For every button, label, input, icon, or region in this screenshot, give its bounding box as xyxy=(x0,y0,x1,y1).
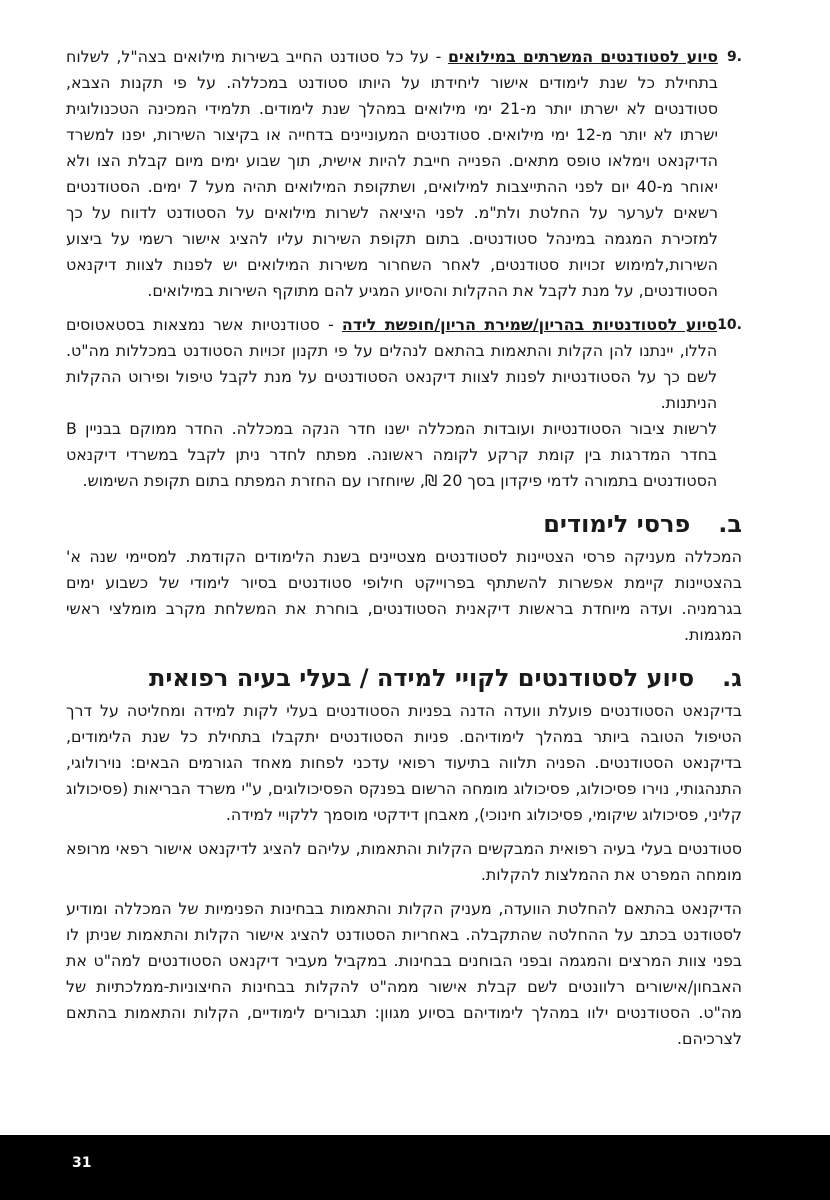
list-item-9 xyxy=(66,44,742,304)
section-paragraph: סטודנטים בעלי בעיה רפואית המבקשים הקלות והתאמות, עליהם להציג לדיקנאט אישור רפאי מרופא מומחה המפרט את ההמלצות להקלות. xyxy=(66,839,742,884)
item-number: 9. xyxy=(726,49,742,65)
section-heading-learning-disabilities xyxy=(66,662,742,694)
page-number: 31 xyxy=(72,1155,92,1171)
section-letter: ב. xyxy=(718,510,742,538)
page-content xyxy=(66,44,742,1060)
item-text: - על כל סטודנט החייב בשירות מילואים בצה"ל, לשלוח בתחילת כל שנת לימודים אישור ליחידתו על היותו סטודנט במכללה. על פי תקנות הצבא, סטודנטים לא ישרתו יותר מ-21 ימי מילואים במהלך שנת לימודים. תלמידי המכינה הטכנולוגית ישרתו לא יותר מ-12 ימי מילואים. סטודנטים המעוניינים בדחייה או בקיצור השירות, יפנו למשרד הדיקנאט וימלאו טופס מתאים. הפנייה חייבת להיות אישית, תוך שבוע ימים מיום קבלת הצו ולא יאוחר מ-40 יום לפני ההתייצבות למילואים, ושתקופת המילואים תהיה מעל 7 ימים. הסטודנטים רשאים לערער על החלטת ולת"מ. לפני היציאה לשרות מילואים על הסטודנט לדווח על כך למזכירת המגמה במינהל סטודנטים. בתום תקופת השירות עליו להציג אישור רשמי על ביצוע השירות,למימוש זכויות סטודנטים, לאחר השחרור משירות המילואים יש לפנות לצוות דיקנאט הסטודנטים, על מנת לקבל את ההקלות והסיוע המגיע להם מתוקף השירות במילואים. xyxy=(66,47,719,300)
item-paragraph xyxy=(66,44,718,304)
item-body xyxy=(66,44,718,304)
item-paragraph xyxy=(66,312,717,416)
item-number: 10. xyxy=(717,317,742,333)
section-heading-awards xyxy=(66,508,742,540)
section-paragraph: המכללה מעניקה פרסי הצטיינות לסטודנטים מצטיינים בשנת הלימודים הקודמת. למסיימי שנה א' בהצטיינות קיימת אפשרות להשתתף בפרוייקט חילופי סטודנטים בסיור לימודי של כשבוע ימים בגרמניה. ועדה מיוחדת בראשות דיקאנית הסטודנטים, בוחרת את המשלחת מקרב מומלצי ראשי המגמות. xyxy=(66,547,742,644)
page-footer xyxy=(0,1135,830,1200)
section-paragraph: הדיקנאט בהתאם להחלטת הוועדה, מעניק הקלות והתאמות בבחינות הפנימיות של המכללה ומודיע לסטודנט בכתב על ההחלטה שהתקבלה. באחריות הסטודנט להציג אישור הקלות והתאמות שניתן לו בפני צוות המרצים והמגמה ובפני הבוחנים בבחינות. במקביל מעביר דיקנאט הסטודנטים למה"ט את האבחון/אישורים רלוונטים לשם קבלת אישור ממה"ט להקלות בבחינות החיצוניות-ממלכתיות של מה"ט. הסטודנטים ילוו במהלך לימודיהם בסיוע מגוון: תגבורים לימודיים, הקלות והתאמות בהתאם לצרכיהם. xyxy=(66,899,742,1048)
section-letter: ג. xyxy=(722,664,742,692)
item-lead: סיוע לסטודנטים המשרתים במילואים xyxy=(447,47,718,66)
item-body xyxy=(66,312,717,494)
section-paragraph: בדיקנאט הסטודנטים פועלת וועדה הדנה בפניות הסטודנטים בעלי לקות למידה ומחליטה על דרך הטיפול הטובה ביותר במהלך לימודיהם. פניות הסטודנטים יתקבלו בתחילת כל שנת הלימודים, בדיקנאט הסטודנטים. הפניה תלווה בתיעוד רפואי עדכני לפחות מאחד הגורמים הבאים: נוירולוגי, התנהגותי, נוירו פסיכולוג, פסיכולוג מומחה הרשום בפנקס הפסיכולוגים, ע"י משרד הבריאות (פסיכולוג קליני, פסיכולוג שיקומי, פסיכולוג חינוכי), מאבחן דידקטי מוסמך ללקויי למידה. xyxy=(66,701,742,824)
item-lead: סיוע לסטודנטיות בהריון/שמירת הריון/חופשת לידה xyxy=(341,315,718,334)
item-text: - סטודנטיות אשר נמצאות בסטאטוסים הללו, יינתנו להן הקלות והתאמות בהתאם לנהלים על פי תקנון זכויות הסטודנט במכללות מה"ט. לשם כך על הסטודנטיות לפנות לצוות דיקנאט הסטודנטים על מנת לקבל טיפול ופירוט ההקלות הניתנות. xyxy=(66,315,718,412)
list-item-10 xyxy=(66,312,742,494)
item-extra-paragraph: לרשות ציבור הסטודנטיות ועובדות המכללה ישנו חדר הנקה במכללה. החדר ממוקם בבניין B בחדר המדרגות בין קומת קרקע לקומה ראשונה. מפתח לחדר ניתן לקבל במשרדי דיקנאט הסטודנטים בתמורה לדמי פיקדון בסך 20 ₪, שיוחזרו עם החזרת המפתח בתום תקופת השימוש. xyxy=(66,419,718,490)
section-title: פרסי לימודים xyxy=(543,510,691,538)
section-title: סיוע לסטודנטים לקויי למידה / בעלי בעיה רפואית xyxy=(148,664,695,692)
